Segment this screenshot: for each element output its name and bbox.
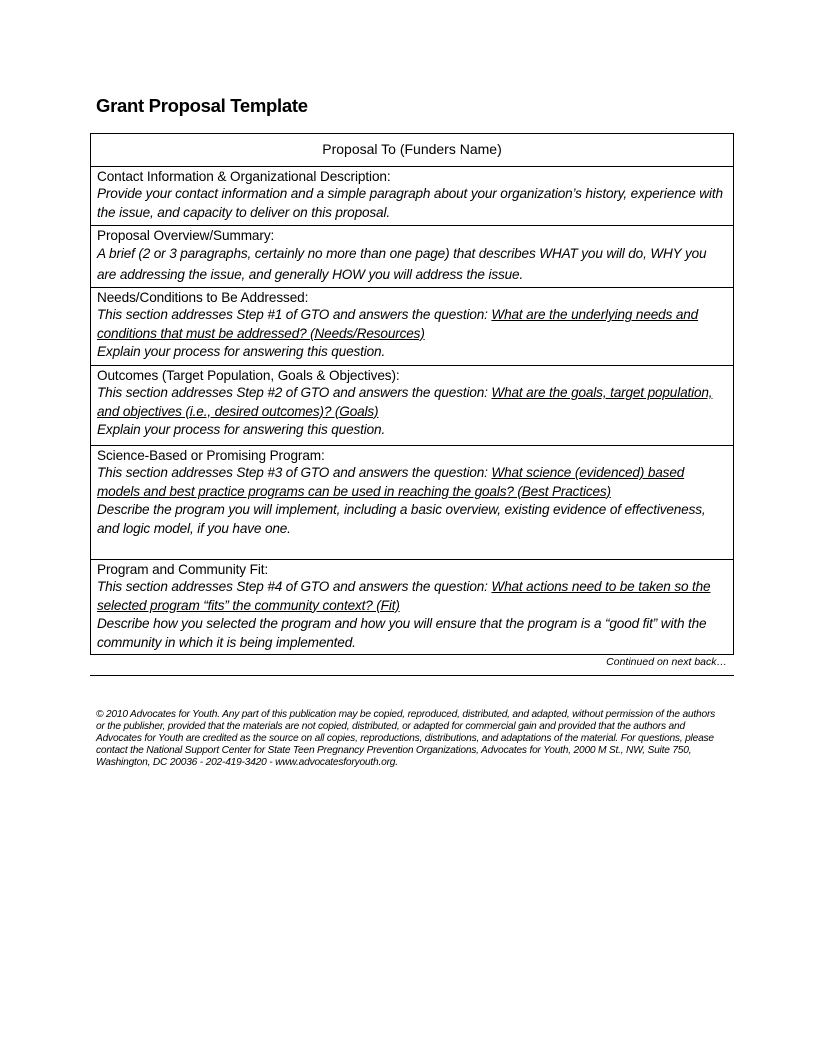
question-text: What are the underlying needs and conditions that must be addressed? (Needs/Resources) [97,307,699,341]
section-science-based-program [91,445,733,559]
section-program-community-fit [91,559,733,654]
section-instruction: Describe the program you will implement, including a basic overview, existing evidence of effectiveness, and logic model, if you have one. [97,502,706,536]
section-proposal-overview [91,225,733,287]
section-heading: Needs/Conditions to Be Addressed: [97,290,309,305]
section-heading: Outcomes (Target Population, Goals & Objectives): [97,368,400,383]
section-question [97,384,727,421]
section-contact-information [91,166,733,225]
question-intro: This section addresses Step #3 of GTO and answers the question: [97,465,492,480]
section-question [97,464,727,501]
section-heading: Science-Based or Promising Program: [97,448,325,463]
section-heading: Contact Information & Organizational Description: [97,169,391,184]
copyright-footer: © 2010 Advocates for Youth. Any part of this publication may be copied, reproduced, distributed, and adapted, without permission of the authors or the publisher, provided that the materials are not copied, distributed, or adapted for commercial gain and provided that the authors and Advocates for Youth are credited as the source on all copies, reproductions, distributions, and adaptations of the material. For questions, please contact the National Support Center for State Teen Pregnancy Prevention Organizations, Advocates for Youth, 2000 M St., NW, Suite 750, Washington, DC 20036 - 202-419-3420 - www.advocatesforyouth.org. [96,709,716,769]
section-body: A brief (2 or 3 paragraphs, certainly no more than one page) that describes WHAT you will do, WHY you are addressing the issue, and generally HOW you will address the issue. [97,246,707,282]
section-question [97,578,727,615]
question-text: What are the goals, target population, and objectives (i.e., desired outcomes)? (Goals) [97,385,713,419]
question-intro: This section addresses Step #4 of GTO and answers the question: [97,579,492,594]
section-instruction: Describe how you selected the program and how you will ensure that the program is a “good fit” with the community in which it is being implemented. [97,616,707,650]
proposal-table [90,133,734,655]
section-body: Provide your contact information and a simple paragraph about your organization’s history, experience with the issue, and capacity to deliver on this proposal. [97,186,723,220]
section-outcomes [91,365,733,445]
section-instruction: Explain your process for answering this question. [97,344,386,359]
table-header: Proposal To (Funders Name) [322,141,502,157]
section-heading: Program and Community Fit: [97,562,269,577]
question-intro: This section addresses Step #2 of GTO and answers the question: [97,385,492,400]
section-question [97,306,727,343]
section-heading: Proposal Overview/Summary: [97,228,275,243]
section-instruction: Explain your process for answering this question. [97,422,386,437]
question-text: What actions need to be taken so the selected program “fits” the community context? (Fit) [97,579,711,613]
section-needs-conditions [91,287,733,365]
page-title: Grant Proposal Template [96,95,308,116]
continued-note: Continued on next back… [606,656,727,668]
divider [90,675,734,676]
question-text: What science (evidenced) based models and best practice programs can be used in reaching the goals? (Best Practices) [97,465,685,499]
question-intro: This section addresses Step #1 of GTO and answers the question: [97,307,492,322]
